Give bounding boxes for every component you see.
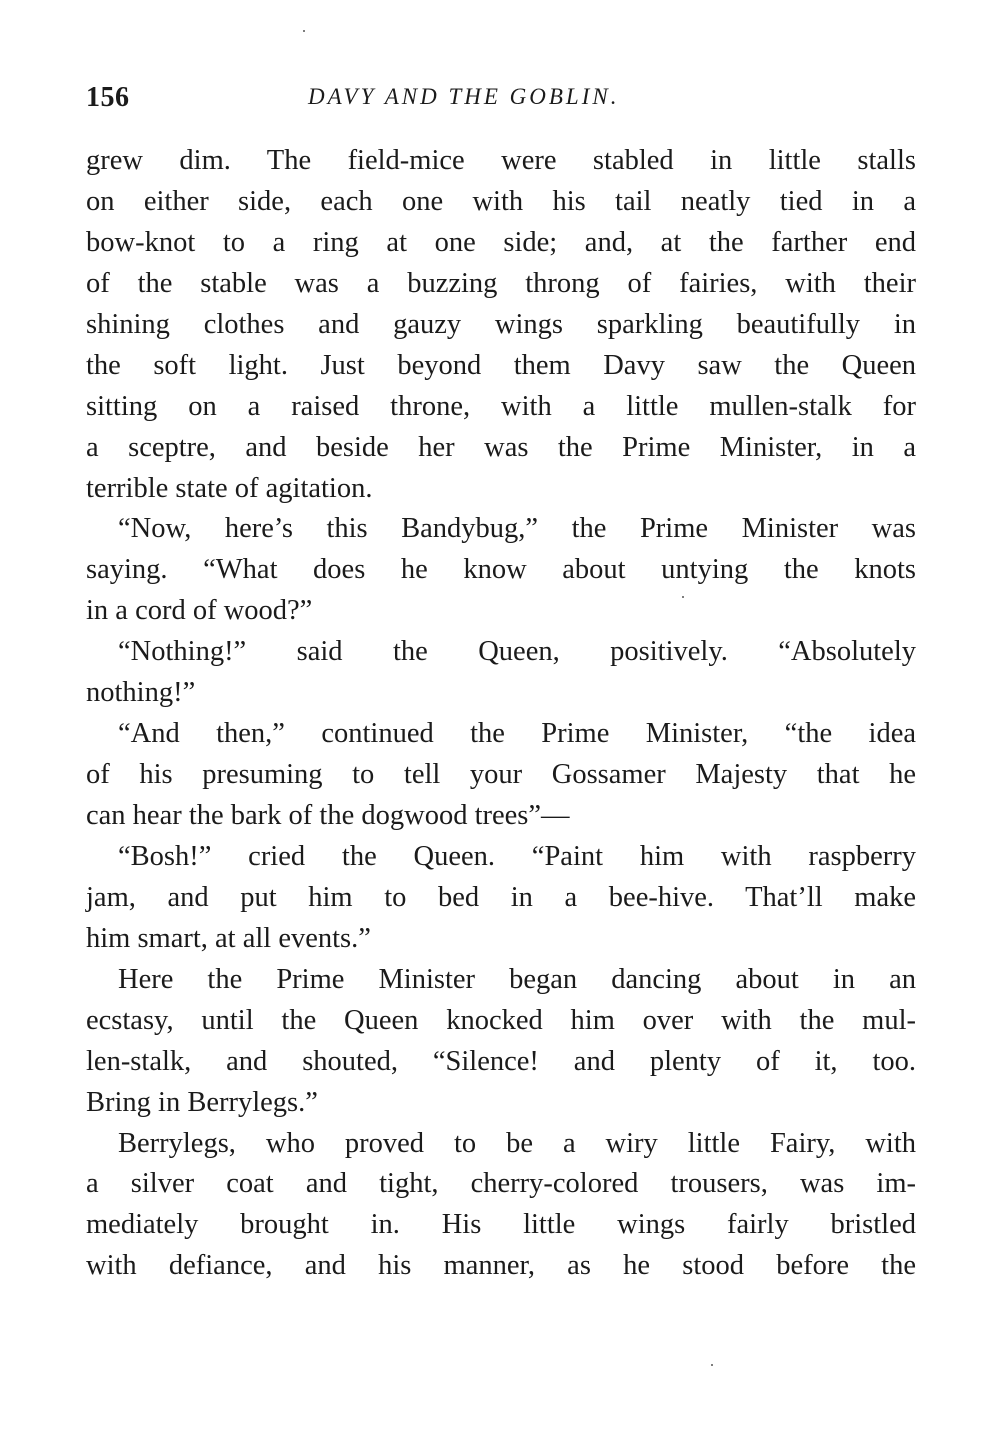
text-line: “Bosh!” cried the Queen. “Paint him with raspberry <box>118 840 916 872</box>
text-line: terrible state of agitation. <box>86 472 373 504</box>
text-line: of his presuming to tell your Gossamer Majesty that he <box>86 759 916 791</box>
text-line: Berrylegs, who proved to be a wiry little Fairy, with <box>118 1127 916 1159</box>
print-speck <box>303 30 305 32</box>
text-line: saying. “What does he know about untying the knots <box>86 554 916 586</box>
text-line: ecstasy, until the Queen knocked him over with the mul- <box>86 1004 916 1036</box>
text-line: with defiance, and his manner, as he stood before the <box>86 1250 916 1282</box>
text-line: in a cord of wood?” <box>86 595 313 627</box>
text-line: Here the Prime Minister began dancing about in an <box>118 963 916 995</box>
text-line: “And then,” continued the Prime Minister, “the idea <box>118 718 916 750</box>
text-line: shining clothes and gauzy wings sparkling beautifully in <box>86 308 916 340</box>
text-line: “Nothing!” said the Queen, positively. “Absolutely <box>118 636 916 668</box>
text-line: “Now, here’s this Bandybug,” the Prime Minister was <box>118 513 916 545</box>
text-line: jam, and put him to bed in a bee-hive. That’ll make <box>86 881 916 913</box>
page-number: 156 <box>86 82 130 113</box>
text-line: a sceptre, and beside her was the Prime Minister, in a <box>86 431 916 463</box>
text-line: mediately brought in. His little wings fairly bristled <box>86 1209 916 1241</box>
text-line: a silver coat and tight, cherry-colored trousers, was im- <box>86 1168 916 1200</box>
text-line: nothing!” <box>86 677 196 709</box>
text-line: him smart, at all events.” <box>86 922 371 954</box>
text-line: on either side, each one with his tail neatly tied in a <box>86 185 916 217</box>
text-line: the soft light. Just beyond them Davy saw the Queen <box>86 349 916 381</box>
text-line: of the stable was a buzzing throng of fairies, with their <box>86 267 916 299</box>
text-line: grew dim. The field-mice were stabled in little stalls <box>86 145 916 176</box>
running-head: DAVY AND THE GOBLIN. <box>308 84 620 109</box>
body-text <box>86 141 916 1287</box>
text-line: len-stalk, and shouted, “Silence! and plenty of it, too. <box>86 1045 916 1077</box>
print-speck <box>682 596 684 598</box>
text-line: Bring in Berrylegs.” <box>86 1086 318 1118</box>
text-line: bow-knot to a ring at one side; and, at the farther end <box>86 226 916 258</box>
text-line: sitting on a raised throne, with a little mullen-stalk for <box>86 390 916 422</box>
page-header <box>86 82 916 122</box>
print-speck <box>711 1364 713 1366</box>
text-line: can hear the bark of the dogwood trees”— <box>86 800 570 831</box>
